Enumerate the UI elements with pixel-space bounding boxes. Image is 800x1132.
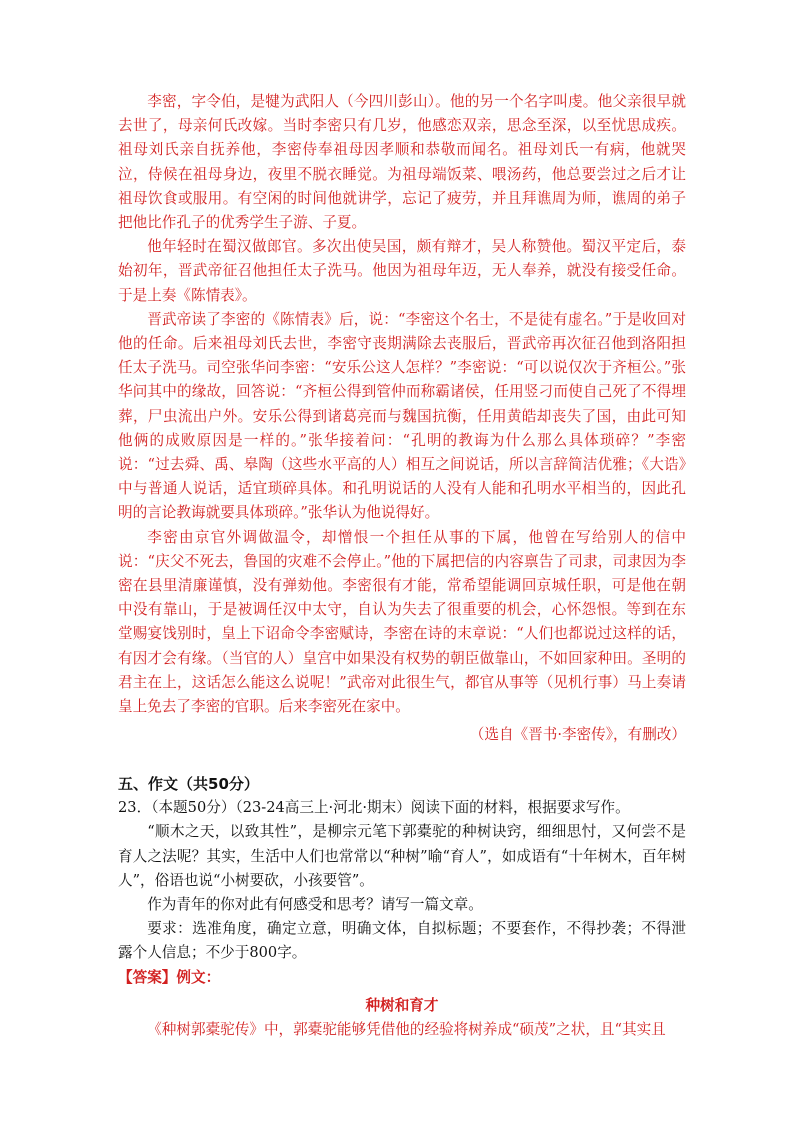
question-intro: （本题50分）（23-24高三上·河北·期末）阅读下面的材料，根据要求写作。 xyxy=(151,799,630,817)
section-heading: 五、作文（共50分） xyxy=(118,775,259,793)
translation-paragraph-1: 李密，字令伯，是犍为武阳人（今四川彭山）。他的另一个名字叫虔。他父亲很早就去世了，母亲何氏改嫁。当时李密只有几岁，他感恋双亲，思念至深，以至忧思成疾。祖母刘氏亲自抚养他，李密侍奉祖母因孝顺和恭敬而闻名。祖母刘氏一有病，他就哭泣，侍候在祖母身边，夜里不脱衣睡觉。为祖母端饭菜、喂汤药，他总要尝过之后才让祖母饮食或服用。有空闲的时间他就讲学，忘记了疲劳，并且拜谯周为师，谯周的弟子把他比作孔子的优秀学生子游、子夏。 xyxy=(118,93,686,232)
question-line xyxy=(118,796,686,820)
prompt-text: 作为青年的你对此有何感受和思考？请写一篇文章。 xyxy=(147,896,483,914)
material-text: “顺木之天，以致其性”，是柳宗元笔下郭橐驼的种树诀窍，细细思忖，又何尝不是育人之法呢？其实，生活中人们也常常以“种树”喻“育人”，如成语有“十年树木，百年树人”，俗语也说“小树要砍，小孩要管”。 xyxy=(118,823,686,889)
essay-opening: 《种树郭橐驼传》中，郭橐驼能够凭借他的经验将树养成“硕茂”之状，且“其实且 xyxy=(147,1021,666,1039)
essay-section xyxy=(118,772,686,1042)
translation-paragraph-4: 李密由京官外调做温令，却憎恨一个担任从事的下属，他曾在写给别人的信中说：“庆父不死去，鲁国的灾难不会停止。”他的下属把信的内容禀告了司隶，司隶因为李密在县里清廉谨慎，没有弹劾他。李密很有才能，常希望能调回京城任职，可是他在朝中没有靠山，于是被调任汉中太守，自认为失去了很重要的机会，心怀怨恨。等到在东堂赐宴饯别时，皇上下诏命令李密赋诗，李密在诗的末章说：“人们也都说过这样的话，有因才会有缘。（当官的人）皇宫中如果没有权势的朝臣做靠山，不如回家种田。圣明的君主在上，这话怎么能这么说呢！”武帝对此很生气，都官从事等（见机行事）马上奏请皇上免去了李密的官职。后来李密死在家中。 xyxy=(118,528,686,716)
translation-block xyxy=(118,90,686,747)
translation-paragraph-3: 晋武帝读了李密的《陈情表》后，说：“李密这个名士，不是徒有虚名。”于是收回对他的任命。后来祖母刘氏去世，李密守丧期满除去丧服后，晋武帝再次征召他到洛阳担任太子洗马。司空张华问李密：“安乐公这人怎样？”李密说：“可以说仅次于齐桓公。”张华问其中的缘故，回答说：“齐桓公得到管仲而称霸诸侯，任用竖刁而使自己死了不得埋葬，尸虫流出户外。安乐公得到诸葛亮而与魏国抗衡，任用黄皓却丧失了国，由此可知他俩的成败原因是一样的。”张华接着问：“孔明的教诲为什么那么具体琐碎？”李密说：“过去舜、禹、皋陶（这些水平高的人）相互之间说话，所以言辞简洁优雅；《大诰》中与普通人说话，适宜琐碎具体。和孔明说话的人没有人能和孔明水平相当的，因此孔明的言论教诲就要具体琐碎。”张华认为他说得好。 xyxy=(118,310,686,522)
requirements-text: 要求：选准角度，确定立意，明确文体，自拟标题；不要套作，不得抄袭；不得泄露个人信息；不少于800字。 xyxy=(118,920,686,962)
answer-label: 【答案】例文： xyxy=(118,968,221,986)
translation-source: （选自《晋书·李密传》，有删改） xyxy=(469,726,686,744)
essay-title: 种树和育才 xyxy=(365,996,439,1014)
translation-paragraph-2: 他年轻时在蜀汉做郎官。多次出使吴国，颇有辩才，吴人称赞他。蜀汉平定后，泰始初年，晋武帝征召他担任太子洗马。他因为祖母年迈，无人奉养，就没有接受任命。于是上奏《陈情表》。 xyxy=(118,238,686,304)
question-number: 23． xyxy=(118,799,152,817)
